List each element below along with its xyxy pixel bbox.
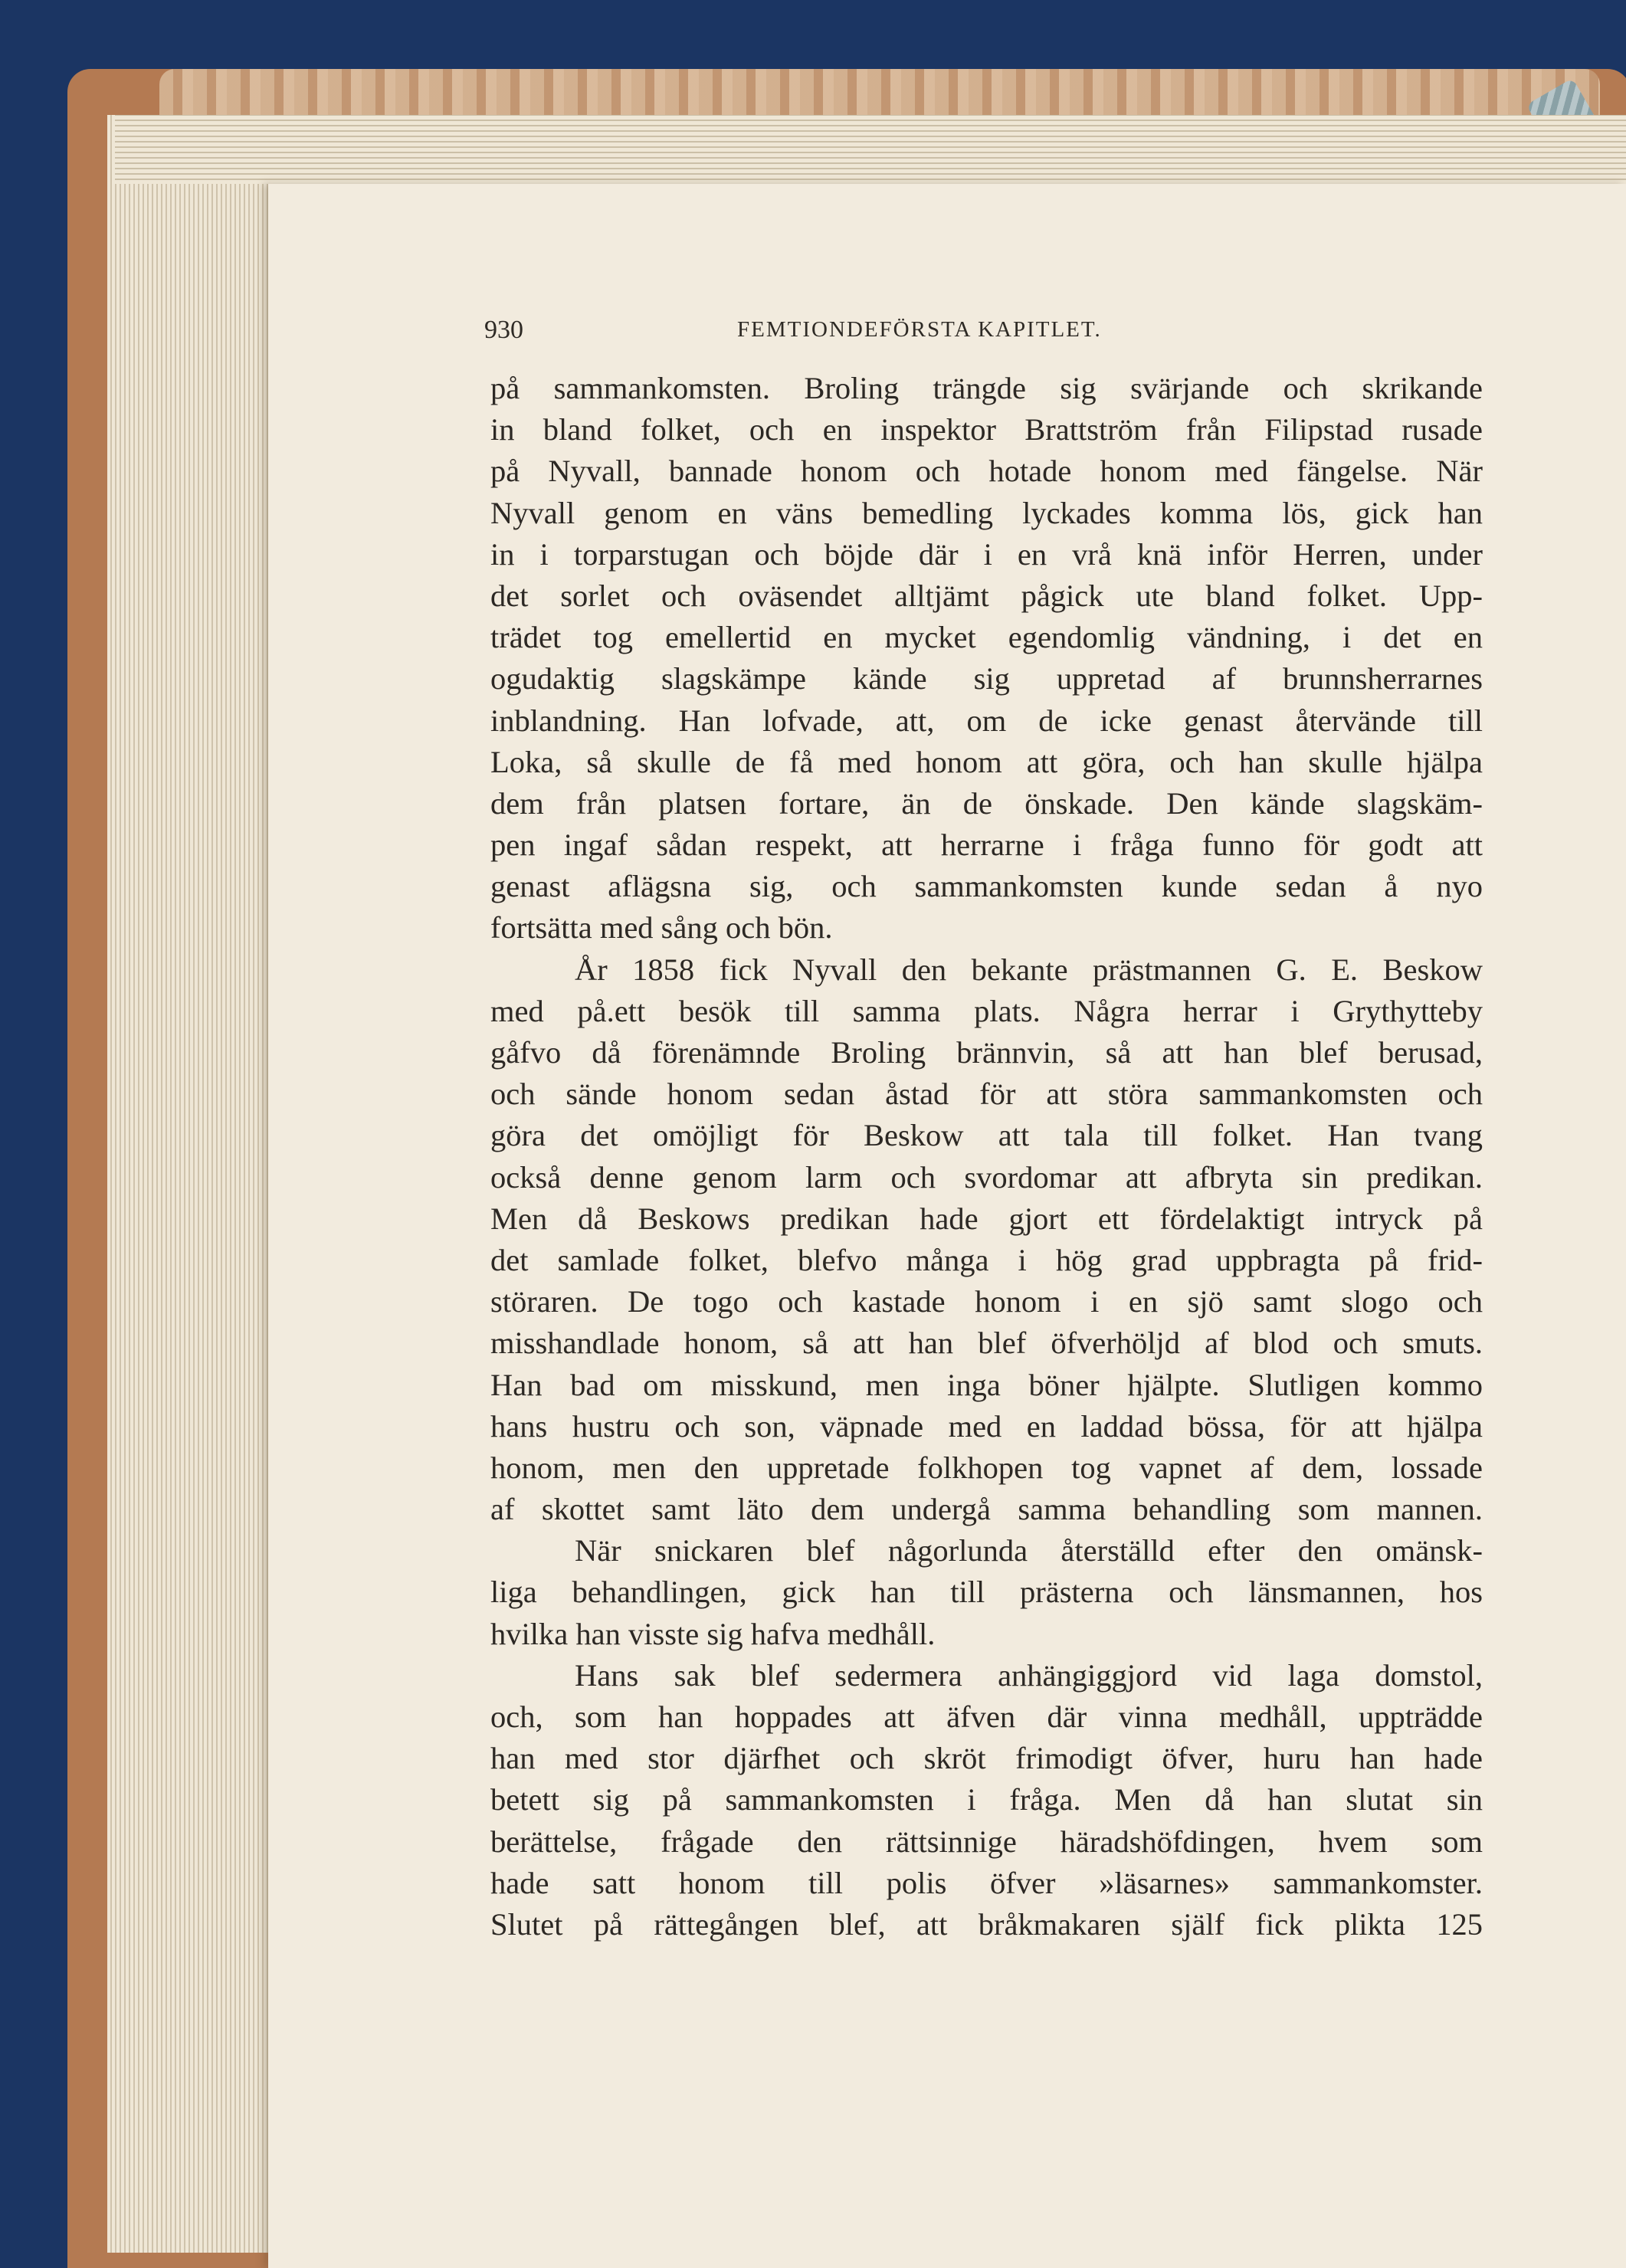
text-line: hans hustru och son, väpnade med en laddad bössa, för att hjälpa xyxy=(490,1408,1483,1444)
text-line: det samlade folket, blefvo många i hög grad uppbragta på frid- xyxy=(490,1242,1483,1277)
text-line: honom, men den uppretade folkhopen tog vapnet af dem, lossade xyxy=(490,1450,1483,1485)
text-line: med på.ett besök till samma plats. Några herrar i Grythytteby xyxy=(490,993,1483,1028)
text-line: Men då Beskows predikan hade gjort ett fördelaktigt intryck på xyxy=(490,1201,1483,1236)
text-line: in bland folket, och en inspektor Brattström från Filipstad rusade xyxy=(490,412,1483,447)
text-line: Slutet på rättegången blef, att bråkmakaren själf fick plikta 125 xyxy=(490,1906,1483,1942)
running-head: FEMTIONDEFÖRSTA KAPITLET. xyxy=(737,317,1102,342)
body-text xyxy=(490,368,1483,1945)
page-number: 930 xyxy=(484,316,523,344)
text-line: Nyvall genom en väns bemedling lyckades komma lös, gick han xyxy=(490,495,1483,530)
text-line: på sammankomsten. Broling trängde sig svärjande och skrikande xyxy=(490,371,1483,405)
text-line: Han bad om misskund, men inga böner hjälpte. Slutligen kommo xyxy=(490,1367,1483,1402)
text-line: också denne genom larm och svordomar att afbryta sin predikan. xyxy=(490,1159,1483,1195)
text-line: betett sig på sammankomsten i fråga. Men då han slutat sin xyxy=(490,1782,1483,1817)
text-line: och sände honom sedan åstad för att störa sammankomsten och xyxy=(490,1077,1483,1112)
text-line: inblandning. Han lofvade, att, om de icke genast återvände till xyxy=(490,703,1483,738)
text-line: det sorlet och oväsendet alltjämt pågick ute bland folket. Upp- xyxy=(490,578,1483,613)
text-line: liga behandlingen, gick han till prästerna och länsmannen, hos xyxy=(490,1575,1483,1610)
text-line: göra det omöjligt för Beskow att tala till folket. Han tvang xyxy=(490,1118,1483,1153)
text-line: berättelse, frågade den rättsinnige häradshöfdingen, hvem som xyxy=(490,1824,1483,1859)
text-line: störaren. De togo och kastade honom i en sjö samt slogo och xyxy=(490,1284,1483,1319)
text-line: ogudaktig slagskämpe kände sig uppretad af brunnsherrarnes xyxy=(490,661,1483,696)
text-line: dem från platsen fortare, än de önskade. Den kände slagskäm- xyxy=(490,785,1483,821)
text-line: hvilka han visste sig hafva medhåll. xyxy=(490,1616,936,1651)
text-line: År 1858 fick Nyvall den bekante prästmannen G. E. Beskow xyxy=(575,952,1483,987)
text-line: Loka, så skulle de få med honom att göra, och han skulle hjälpa xyxy=(490,744,1483,779)
text-line: af skottet samt läto dem undergå samma behandling som mannen. xyxy=(490,1492,1483,1527)
text-line: in i torparstugan och böjde där i en vrå knä inför Herren, under xyxy=(490,536,1483,572)
text-line: Hans sak blef sedermera anhängiggjord vid laga domstol, xyxy=(575,1657,1483,1693)
text-line: hade satt honom till polis öfver »läsarnes» sammankomster. xyxy=(490,1865,1483,1900)
text-line: gåfvo då förenämnde Broling brännvin, så att han blef berusad, xyxy=(490,1035,1483,1070)
text-line: och, som han hoppades att äfven där vinna medhåll, uppträdde xyxy=(490,1699,1483,1734)
text-line: pen ingaf sådan respekt, att herrarne i fråga funno för godt att xyxy=(490,828,1483,863)
text-line: han med stor djärfhet och skröt frimodigt öfver, huru han hade xyxy=(490,1741,1483,1776)
page-edges-top xyxy=(115,115,1626,184)
text-line: När snickaren blef någorlunda återställd efter den omänsk- xyxy=(575,1533,1483,1568)
text-line: trädet tog emellertid en mycket egendomlig vändning, i det en xyxy=(490,620,1483,655)
text-line: fortsätta med sång och bön. xyxy=(490,910,833,946)
page-header xyxy=(484,316,1480,362)
text-line: på Nyvall, bannade honom och hotade honom med fängelse. När xyxy=(490,454,1483,489)
text-line: misshandlade honom, så att han blef öfverhöljd af blod och smuts. xyxy=(490,1326,1483,1361)
text-line: genast aflägsna sig, och sammankomsten kunde sedan å nyo xyxy=(490,869,1483,904)
